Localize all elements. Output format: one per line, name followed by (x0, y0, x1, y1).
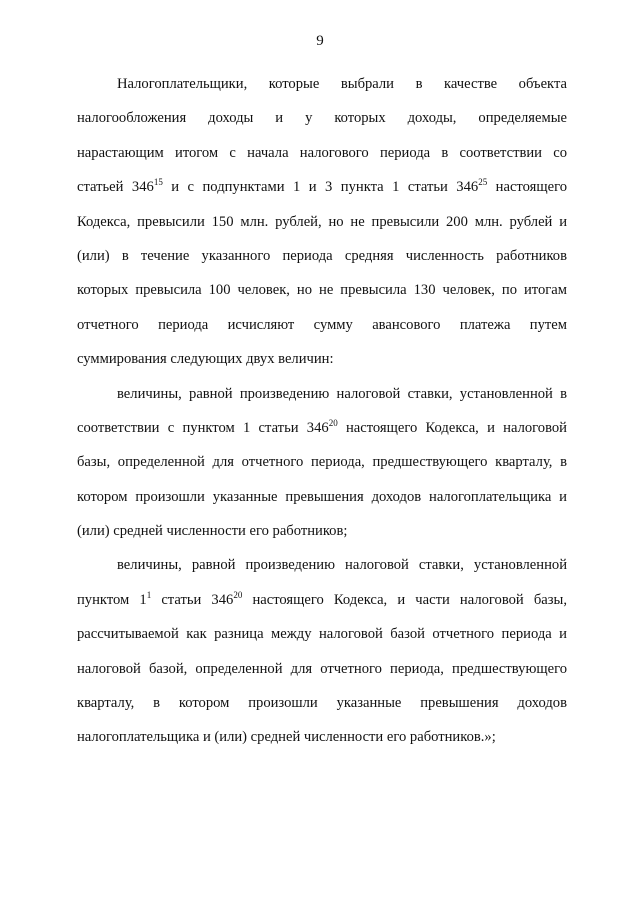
page-number: 9 (316, 33, 324, 49)
paragraph-line: которых превысила 100 человек, но не превысила 130 человек, по итогам (77, 282, 567, 299)
text-run: и с подпунктами 1 и 3 пункта 1 статьи 346 (162, 179, 479, 196)
paragraph-line (77, 583, 567, 617)
paragraph-line: Налогоплательщики, которые выбрали в качестве объекта (117, 76, 567, 92)
text-run: статьи 346 (151, 591, 234, 608)
text-run: пунктом 1 (77, 591, 147, 608)
paragraph-line: базы, определенной для отчетного периода, предшествующего кварталу, в (77, 454, 567, 471)
paragraph-1 (77, 67, 567, 377)
paragraph-line: величины, равной произведению налоговой ставки, установленной (117, 557, 567, 574)
paragraph-line: величины, равной произведению налоговой ставки, установленной в (117, 385, 567, 402)
superscript: 20 (233, 590, 243, 601)
superscript: 25 (478, 177, 488, 188)
paragraph-2 (77, 377, 567, 549)
paragraph-line: кварталу, в котором произошли указанные превышения доходов (77, 695, 567, 712)
paragraph-line: налогообложения доходы и у которых доходы, определяемые (77, 110, 567, 127)
text-run: статьей 346 (77, 179, 154, 196)
text-run: соответствии с пунктом 1 статьи 346 (77, 419, 329, 436)
superscript: 15 (153, 177, 163, 188)
paragraph-line (77, 411, 567, 445)
superscript: 1 (146, 590, 152, 601)
paragraph-line (77, 170, 567, 204)
text-run: настоящего Кодекса, и налоговой (337, 419, 567, 436)
paragraph-line: нарастающим итогом с начала налогового периода в соответствии со (77, 144, 567, 161)
paragraph-line: рассчитываемой как разница между налоговой базой отчетного периода и (77, 626, 567, 643)
paragraph-3 (77, 548, 567, 754)
superscript: 20 (328, 418, 338, 429)
paragraph-line: (или) в течение указанного периода средняя численность работников (77, 247, 567, 264)
paragraph-line: налоговой базой, определенной для отчетного периода, предшествующего (77, 660, 567, 677)
paragraph-line: отчетного периода исчисляют сумму авансового платежа путем (77, 316, 567, 333)
paragraph-line: налогоплательщика и (или) средней численности его работников.»; (77, 729, 496, 746)
paragraph-line: котором произошли указанные превышения доходов налогоплательщика и (77, 488, 567, 505)
text-run: настоящего Кодекса, и части налоговой базы, (242, 591, 567, 608)
text-run: настоящего (487, 179, 567, 196)
paragraph-line: Кодекса, превысили 150 млн. рублей, но не превысили 200 млн. рублей и (77, 213, 567, 230)
paragraph-line: (или) средней численности его работников; (77, 523, 348, 540)
document-body (77, 67, 567, 755)
paragraph-line: суммирования следующих двух величин: (77, 351, 334, 368)
